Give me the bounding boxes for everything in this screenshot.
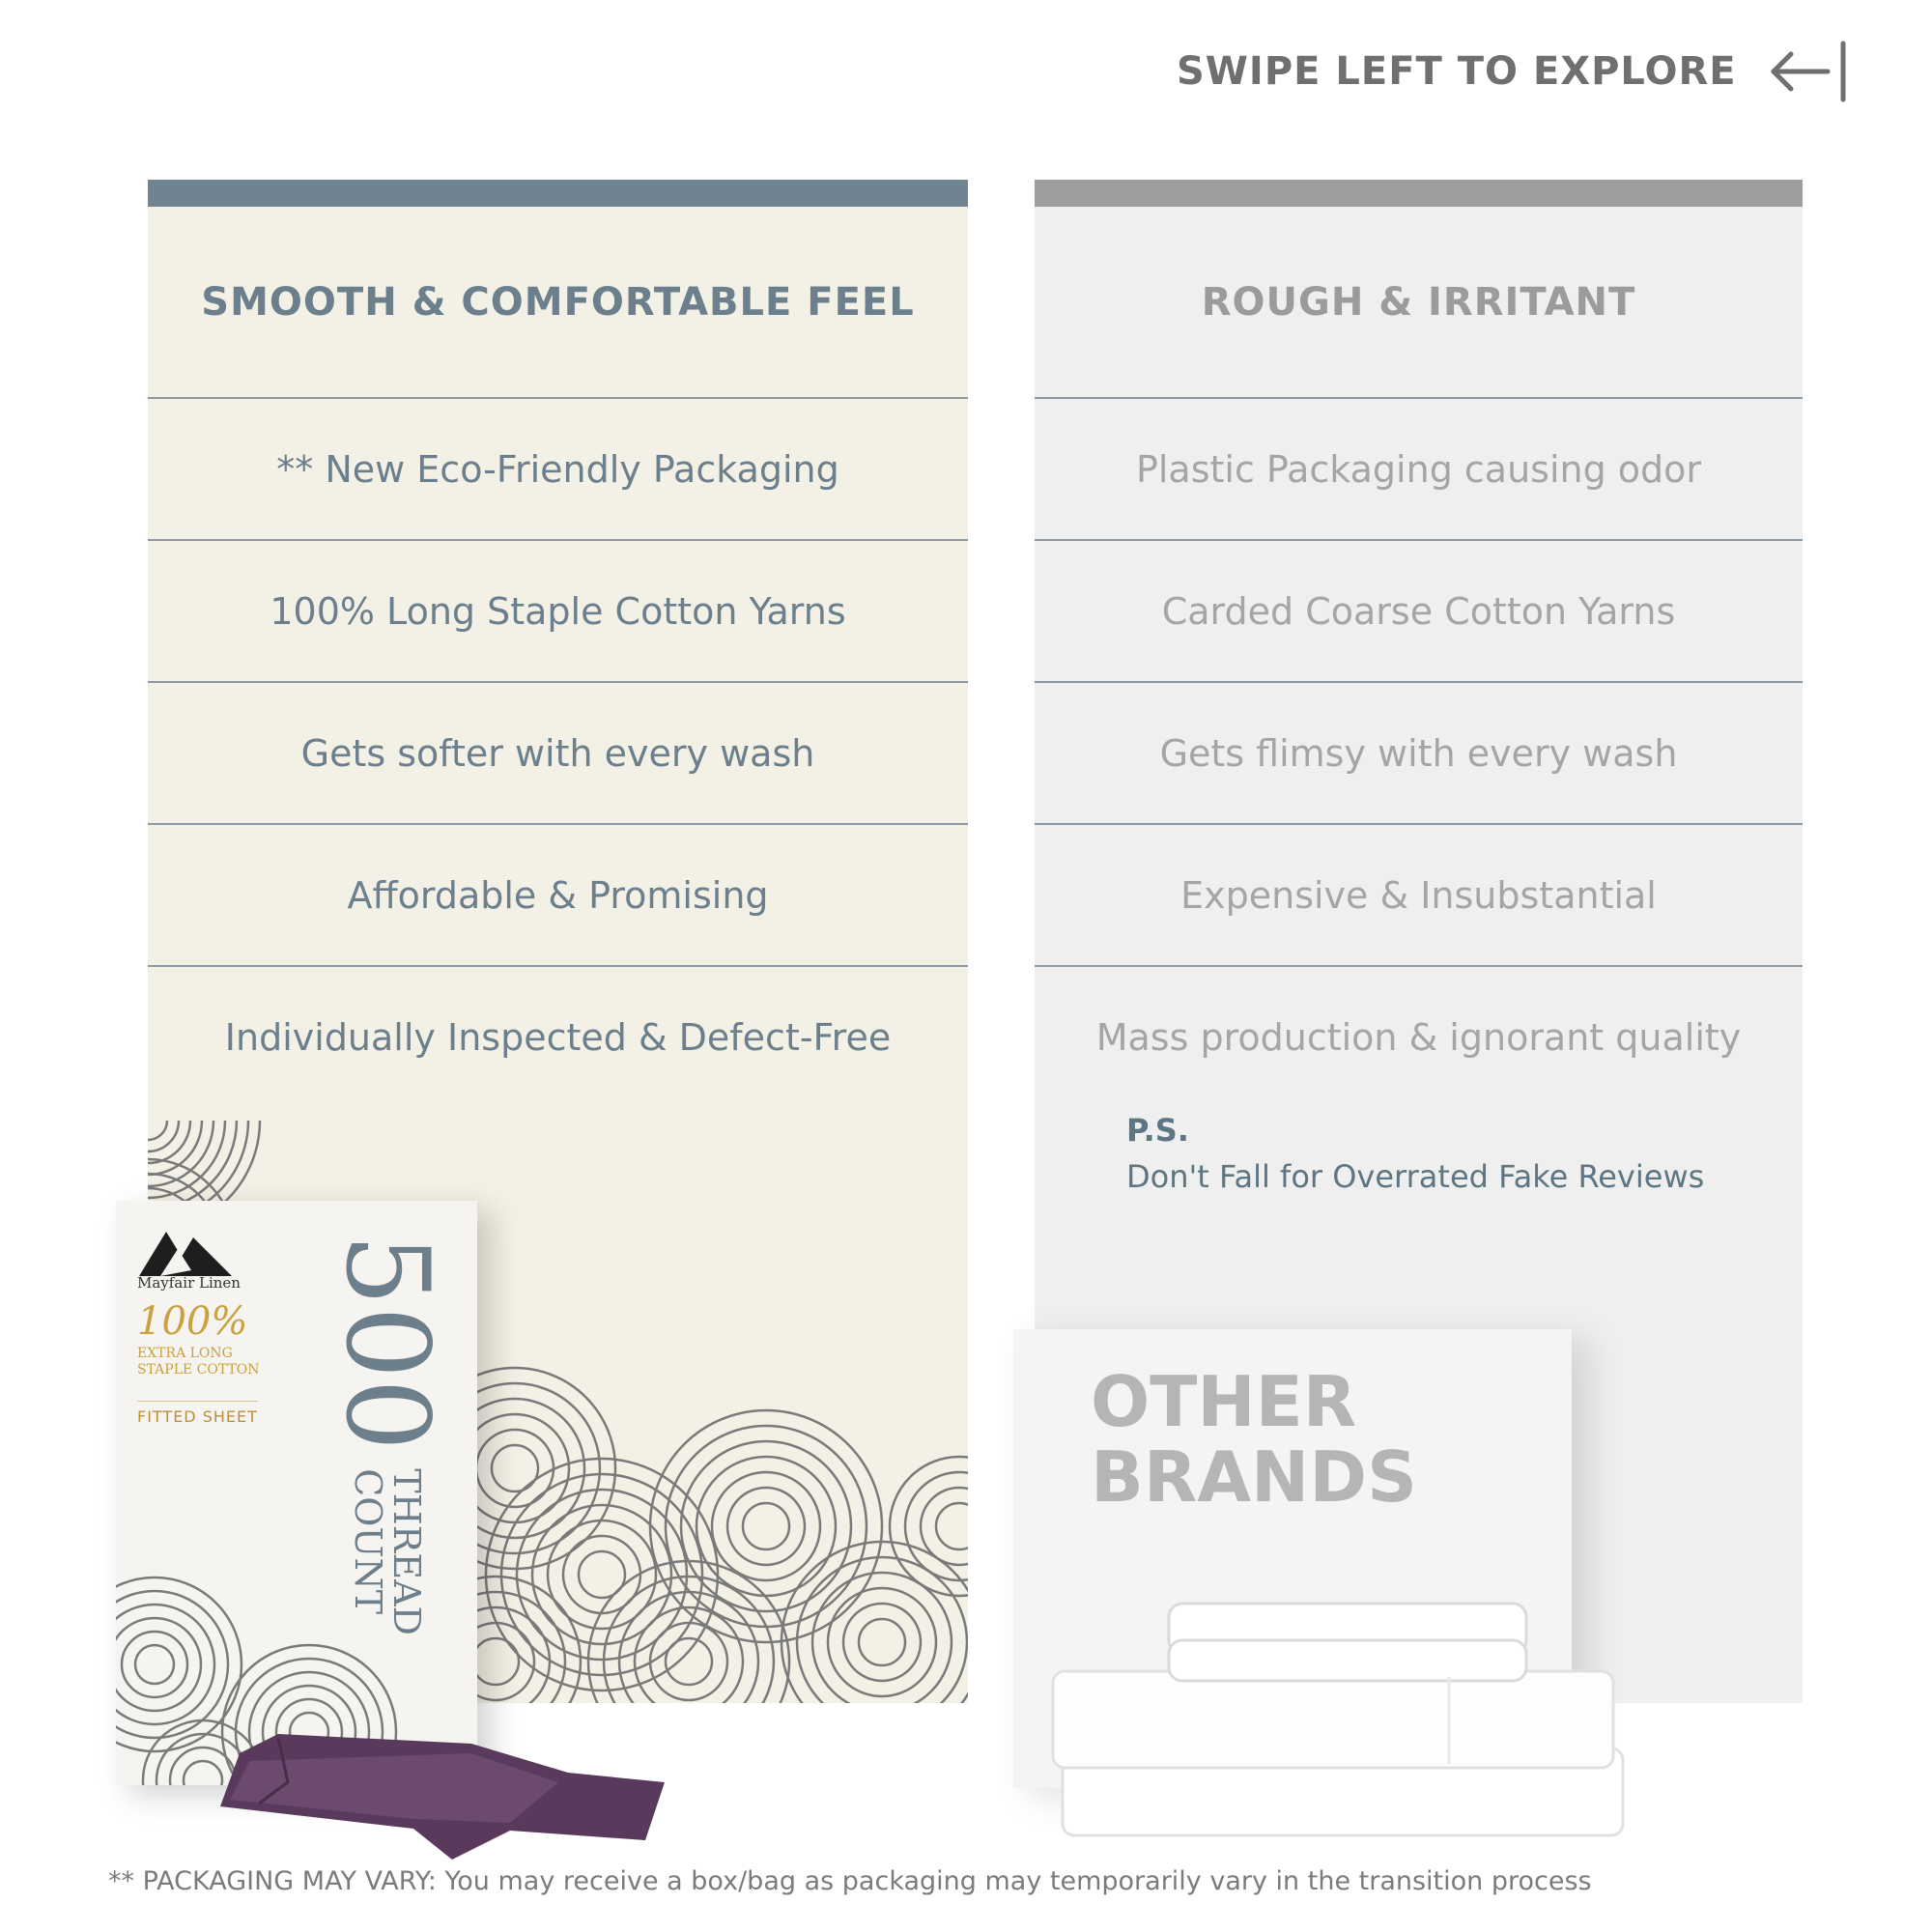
feature-list (148, 397, 968, 1107)
percent-mark: 100% (137, 1299, 248, 1344)
column-title: ROUGH & IRRITANT (1201, 279, 1636, 325)
folded-purple-sheet (220, 1715, 674, 1860)
column-title: SMOOTH & COMFORTABLE FEEL (201, 279, 915, 325)
other-brands-label (1091, 1361, 1496, 1518)
cotton-label: EXTRA LONG STAPLE COTTON (137, 1346, 260, 1378)
count-word: COUNT (347, 1468, 389, 1615)
swipe-hint-text: SWIPE LEFT TO EXPLORE (1177, 49, 1737, 94)
feature-row: Plastic Packaging causing odor (1035, 397, 1803, 539)
brand-name: Mayfair Linen (137, 1274, 241, 1292)
column-accent-bar (1035, 180, 1803, 207)
feature-row: Expensive & Insubstantial (1035, 823, 1803, 965)
thread-count-number: 500 (321, 1234, 454, 1452)
feature-row: Carded Coarse Cotton Yarns (1035, 539, 1803, 681)
feature-row: Affordable & Promising (148, 823, 968, 965)
swipe-hint (1177, 43, 1851, 100)
sheet-type-label: FITTED SHEET (137, 1401, 258, 1426)
product-box (116, 1201, 477, 1785)
ps-heading: P.S. (1126, 1112, 1189, 1149)
other-label-line1: OTHER (1091, 1361, 1357, 1442)
thread-word: THREAD (385, 1468, 428, 1635)
ps-text: Don't Fall for Overrated Fake Reviews (1126, 1158, 1705, 1195)
packaging-footnote: ** PACKAGING MAY VARY: You may receive a box/bag as packaging may temporarily vary in the transition process (108, 1866, 1592, 1896)
column-accent-bar (148, 180, 968, 207)
feature-row: Gets flimsy with every wash (1035, 681, 1803, 823)
feature-row: ** New Eco-Friendly Packaging (148, 397, 968, 539)
arrow-left-to-bar-icon (1768, 38, 1851, 105)
other-label-line2: BRANDS (1091, 1436, 1417, 1518)
feature-list (1035, 397, 1803, 1107)
feature-row: Mass production & ignorant quality (1035, 965, 1803, 1107)
feature-row: 100% Long Staple Cotton Yarns (148, 539, 968, 681)
folded-white-sheets (1043, 1584, 1700, 1845)
feature-row: Individually Inspected & Defect-Free (148, 965, 968, 1107)
feature-row: Gets softer with every wash (148, 681, 968, 823)
mountain-logo-icon (139, 1222, 236, 1280)
ps-note (1126, 1107, 1704, 1200)
